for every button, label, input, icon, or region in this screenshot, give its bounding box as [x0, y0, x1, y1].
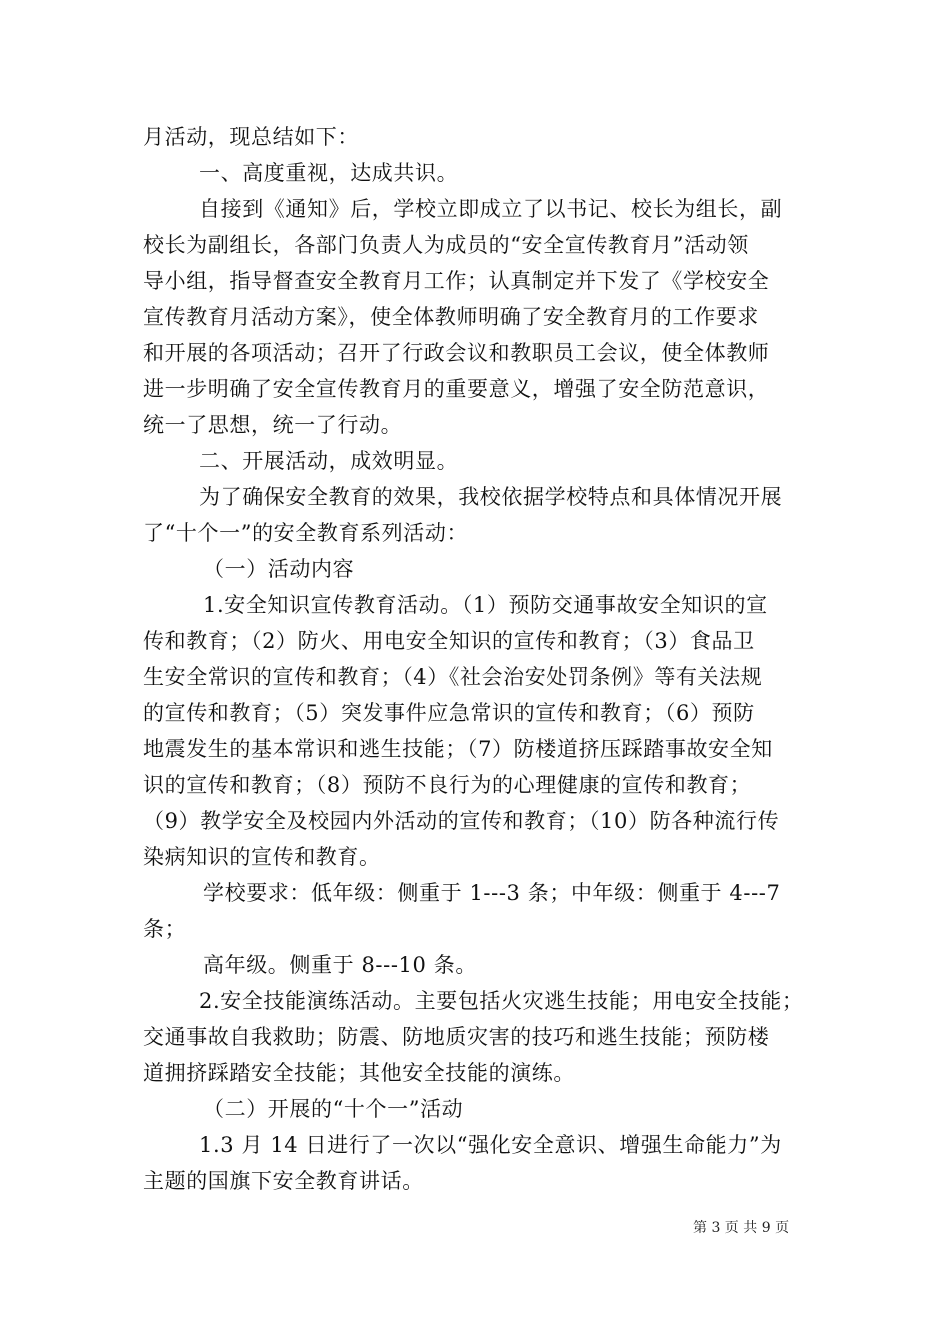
text-line: 自接到《通知》后，学校立即成立了以书记、校长为组长，副 [199, 197, 783, 221]
text-line: 的宣传和教育；（5）突发事件应急常识的宣传和教育；（6）预防 [143, 701, 755, 725]
text-line: 校长为副组长，各部门负责人为成员的“安全宣传教育月”活动领 [143, 233, 749, 257]
text-line: 了“十个一”的安全教育系列活动： [143, 521, 469, 545]
subsection-heading-1: （一）活动内容 [203, 557, 355, 581]
text-line: 条； [143, 917, 187, 941]
text-line: 高年级。侧重于 8---10 条。 [203, 953, 477, 977]
text-line: 导小组，指导督查安全教育月工作；认真制定并下发了《学校安全 [143, 269, 770, 293]
text-line: 传和教育；（2）防火、用电安全知识的宣传和教育；（3）食品卫 [143, 629, 755, 653]
section-heading-1: 一、高度重视，达成共识。 [199, 161, 459, 185]
page-number: 第 3 页 共 9 页 [693, 1220, 790, 1236]
text-line: 月活动，现总结如下： [143, 125, 359, 149]
text-line: 交通事故自我救助；防震、防地质灾害的技巧和逃生技能；预防楼 [143, 1025, 770, 1049]
text-line: 和开展的各项活动；召开了行政会议和教职员工会议，使全体教师 [143, 341, 770, 365]
text-line: 为了确保安全教育的效果，我校依据学校特点和具体情况开展 [199, 485, 783, 509]
text-line: 生安全常识的宣传和教育；（4）《社会治安处罚条例》等有关法规 [143, 665, 763, 689]
text-line: 道拥挤踩踏安全技能；其他安全技能的演练。 [143, 1061, 575, 1085]
text-line: 主题的国旗下安全教育讲话。 [143, 1169, 424, 1193]
subsection-heading-2: （二）开展的“十个一”活动 [203, 1097, 464, 1121]
document-body [143, 119, 808, 1199]
text-line: 宣传教育月活动方案》，使全体教师明确了安全教育月的工作要求 [143, 305, 759, 329]
text-line: 进一步明确了安全宣传教育月的重要意义，增强了安全防范意识， [143, 377, 770, 401]
text-line: 染病知识的宣传和教育。 [143, 845, 381, 869]
section-heading-2: 二、开展活动，成效明显。 [199, 449, 459, 473]
text-line: 地震发生的基本常识和逃生技能；（7）防楼道挤压踩踏事故安全知 [143, 737, 773, 761]
text-line: 统一了思想，统一了行动。 [143, 413, 403, 437]
text-line: 1.安全知识宣传教育活动。（1）预防交通事故安全知识的宣 [203, 593, 768, 617]
text-line: 识的宣传和教育；（8）预防不良行为的心理健康的宣传和教育； [143, 773, 752, 797]
text-line: 学校要求：低年级：侧重于 1---3 条；中年级：侧重于 4---7 [203, 881, 781, 905]
text-line: 2.安全技能演练活动。主要包括火灾逃生技能；用电安全技能； [199, 989, 804, 1013]
text-line: 1.3 月 14 日进行了一次以“强化安全意识、增强生命能力”为 [199, 1133, 782, 1157]
text-line: （9）教学安全及校园内外活动的宣传和教育；（10）防各种流行传 [143, 809, 780, 833]
